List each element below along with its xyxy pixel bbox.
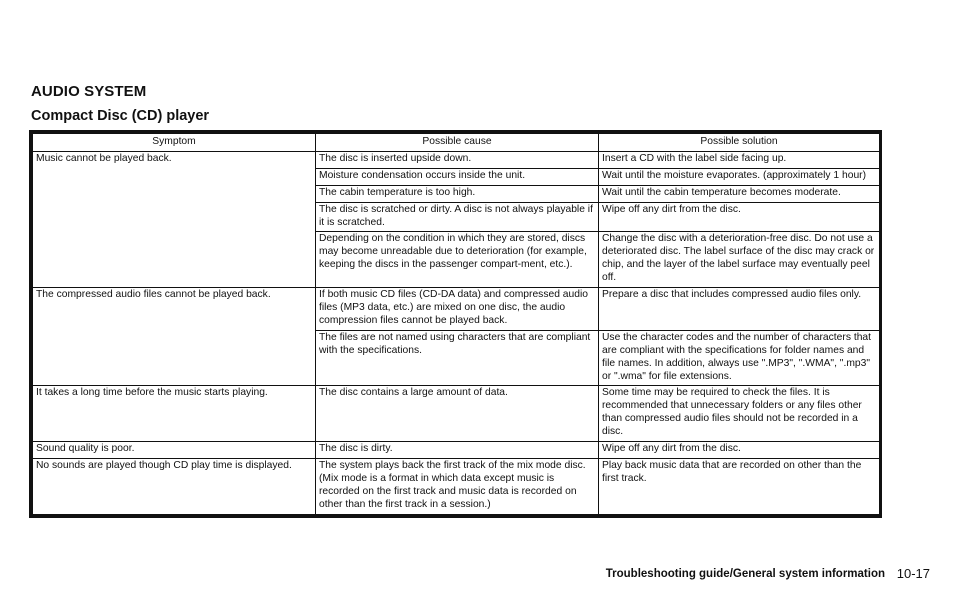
footer-section-title: Troubleshooting guide/General system information [605,568,885,580]
cause-cell: The disc contains a large amount of data. [316,386,599,442]
cause-cell: Moisture condensation occurs inside the unit. [316,168,599,185]
symptom-cell: Sound quality is poor. [33,442,316,459]
table-row [33,458,880,514]
cause-cell: The disc is inserted upside down. [316,151,599,168]
page-number: 10-17 [896,566,930,581]
header-possible-solution: Possible solution [599,134,880,152]
symptom-cell: No sounds are played though CD play time is displayed. [33,458,316,514]
symptom-cell: It takes a long time before the music starts playing. [33,386,316,442]
troubleshooting-table [32,133,880,515]
cause-cell: The system plays back the first track of the mix mode disc. (Mix mode is a format in which data except music is recorded on the first track and music data is recorded on other than the first track in a session.) [316,458,599,514]
section-title: AUDIO SYSTEM [31,83,147,100]
cause-cell: The disc is scratched or dirty. A disc is not always playable if it is scratched. [316,202,599,232]
cause-cell: The disc is dirty. [316,442,599,459]
sub-title: Compact Disc (CD) player [31,108,210,124]
header-symptom: Symptom [33,134,316,152]
solution-cell: Wipe off any dirt from the disc. [599,202,880,232]
header-possible-cause: Possible cause [316,134,599,152]
solution-cell: Wipe off any dirt from the disc. [599,442,880,459]
table-body [33,151,880,514]
table-row [33,442,880,459]
solution-cell: Insert a CD with the label side facing up. [599,151,880,168]
solution-cell: Wait until the cabin temperature becomes moderate. [599,185,880,202]
cause-cell: The cabin temperature is too high. [316,185,599,202]
cause-cell: If both music CD files (CD-DA data) and compressed audio files (MP3 data, etc.) are mixed on one disc, the audio compression files cannot be played back. [316,288,599,331]
solution-cell: Play back music data that are recorded on other than the first track. [599,458,880,514]
solution-cell: Use the character codes and the number of characters that are compliant with the specifications for folder names and file names. In addition, always use ".MP3", ".WMA", ".mp3" or ".wma" for file extensions. [599,330,880,386]
solution-cell: Some time may be required to check the files. It is recommended that unnecessary folders or any files other than compressed audio files should not be recorded in a disc. [599,386,880,442]
table-row [33,386,880,442]
symptom-cell: The compressed audio files cannot be played back. [33,288,316,386]
cause-cell: The files are not named using characters that are compliant with the specifications. [316,330,599,386]
table-row [33,151,880,168]
solution-cell: Wait until the moisture evaporates. (approximately 1 hour) [599,168,880,185]
symptom-cell: Music cannot be played back. [33,151,316,287]
cause-cell: Depending on the condition in which they are stored, discs may become unreadable due to deterioration (for example, keeping the discs in the passenger compart-ment, etc.). [316,232,599,288]
solution-cell: Change the disc with a deterioration-free disc. Do not use a deteriorated disc. The label surface of the disc may crack or chip, and the layer of the label surface may eventually peel off. [599,232,880,288]
table-row [33,288,880,331]
solution-cell: Prepare a disc that includes compressed audio files only. [599,288,880,331]
troubleshooting-table-frame [29,130,882,518]
table-header-row [33,134,880,152]
